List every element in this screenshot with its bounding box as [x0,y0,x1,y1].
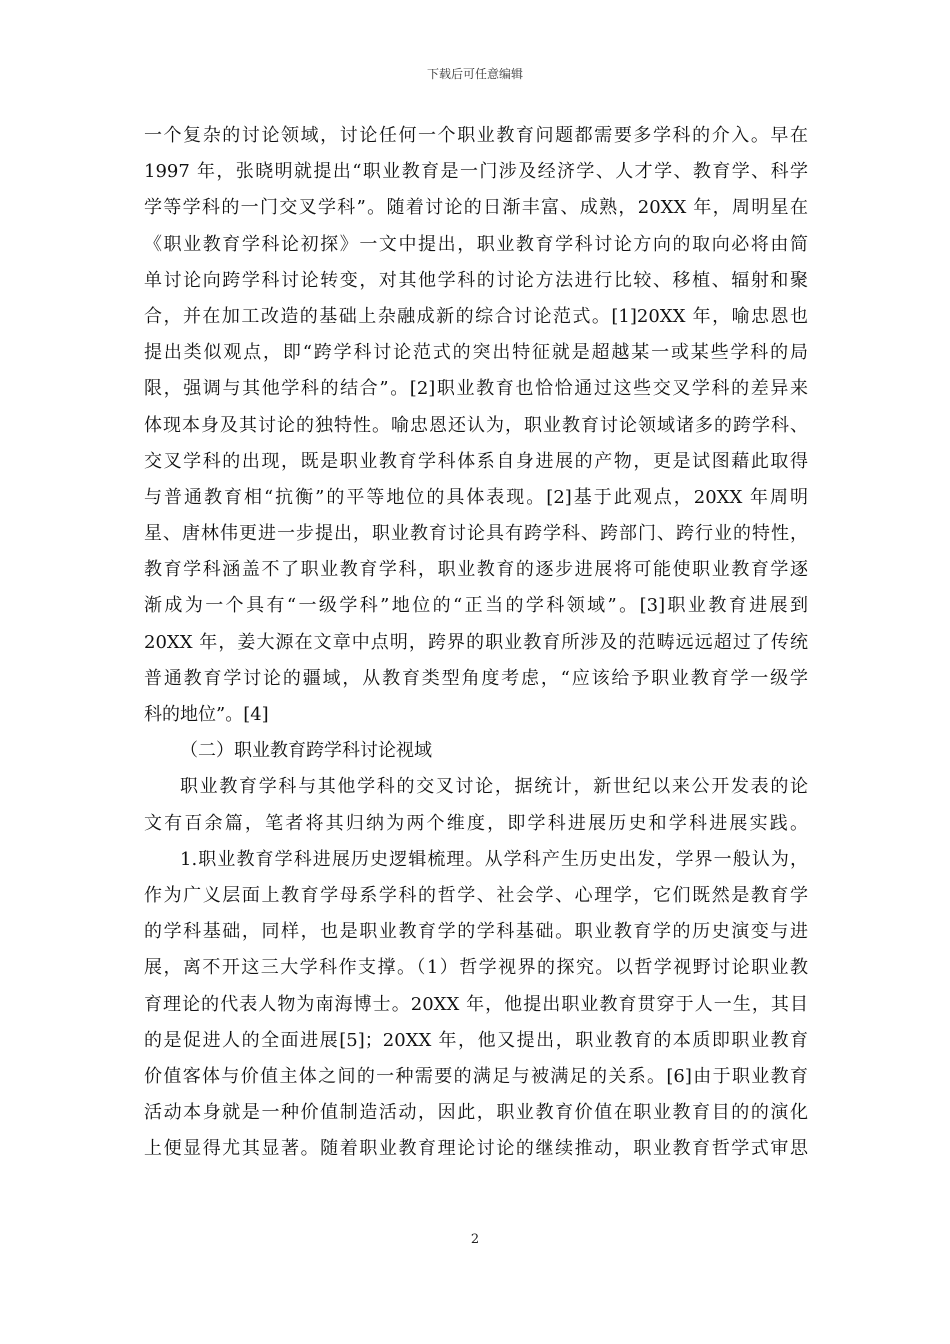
text-line: 星、唐林伟更进一步提出，职业教育讨论具有跨学科、跨部门、跨行业的特性， [144,523,808,545]
page-number: 2 [470,1232,480,1247]
text-line: 1997 年，张晓明就提出“职业教育是一门涉及经济学、人才学、教育学、科学 [144,161,808,183]
text-line: 交叉学科的出现，既是职业教育学科体系自身进展的产物，更是试图藉此取得 [144,450,808,472]
text-line: 活动本身就是一种价值制造活动，因此，职业教育价值在职业教育目的的演化 [144,1102,808,1124]
text-line: 价值客体与价值主体之间的一种需要的满足与被满足的关系。[6]由于职业教育 [144,1065,808,1087]
text-line: 限，强调与其他学科的结合”。[2]职业教育也恰恰通过这些交叉学科的差异来 [144,378,808,400]
text-line: 单讨论向跨学科讨论转变，对其他学科的讨论方法进行比较、移植、辐射和聚 [144,269,808,291]
text-line: 作为广义层面上教育学母系学科的哲学、社会学、心理学，它们既然是教育学 [144,884,808,906]
text-line: 1.职业教育学科进展历史逻辑梳理。从学科产生历史出发，学界一般认为， [180,848,808,870]
text-line: 《职业教育学科论初探》一文中提出，职业教育学科讨论方向的取向必将由简 [144,233,808,255]
text-line: 一个复杂的讨论领域，讨论任何一个职业教育问题都需要多学科的介入。早在 [144,125,808,146]
text-line: 普通教育学讨论的疆域，从教育类型角度考虑，“应该给予职业教育学一级学 [144,667,808,689]
text-line: 育理论的代表人物为南海博士。20XX 年，他提出职业教育贯穿于人一生，其目 [144,993,808,1015]
text-line: 上便显得尤其显著。随着职业教育理论讨论的继续推动，职业教育哲学式审思 [144,1138,808,1160]
text-line: 教育学科涵盖不了职业教育学科，职业教育的逐步进展将可能使职业教育学逐 [144,559,808,581]
page-header: 下载后可任意编辑 [426,67,523,81]
text-line: 科的地位”。[4] [144,704,269,725]
text-line: 合，并在加工改造的基础上杂融成新的综合讨论范式。[1]20XX 年，喻忠恩也 [144,305,808,327]
text-line: 的学科基础，同样，也是职业教育学的学科基础。职业教育学的历史演变与进 [144,921,808,943]
section-heading: （二）职业教育跨学科讨论视域 [180,740,432,762]
text-line: 体现本身及其讨论的独特性。喻忠恩还认为，职业教育讨论领域诸多的跨学科、 [144,414,808,436]
text-line: 渐成为一个具有“一级学科”地位的“正当的学科领域”。[3]职业教育进展到 [144,595,808,617]
text-line: 的是促进人的全面进展[5]；20XX 年，他又提出，职业教育的本质即职业教育 [144,1029,808,1051]
text-line: 展，离不开这三大学科作支撑。（1）哲学视界的探究。以哲学视野讨论职业教 [144,957,808,979]
body-text [144,118,808,1167]
text-line: 学等学科的一门交叉学科”。随着讨论的日渐丰富、成熟，20XX 年，周明星在 [144,197,808,219]
text-line: 职业教育学科与其他学科的交叉讨论，据统计，新世纪以来公开发表的论 [180,776,808,798]
text-line: 文有百余篇，笔者将其归纳为两个维度，即学科进展历史和学科进展实践。 [144,812,808,834]
text-line: 20XX 年，姜大源在文章中点明，跨界的职业教育所涉及的范畴远远超过了传统 [144,631,808,653]
text-line: 与普通教育相“抗衡”的平等地位的具体表现。[2]基于此观点，20XX 年周明 [144,486,808,508]
text-line: 提出类似观点，即“跨学科讨论范式的突出特征就是超越某一或某些学科的局 [144,342,808,364]
